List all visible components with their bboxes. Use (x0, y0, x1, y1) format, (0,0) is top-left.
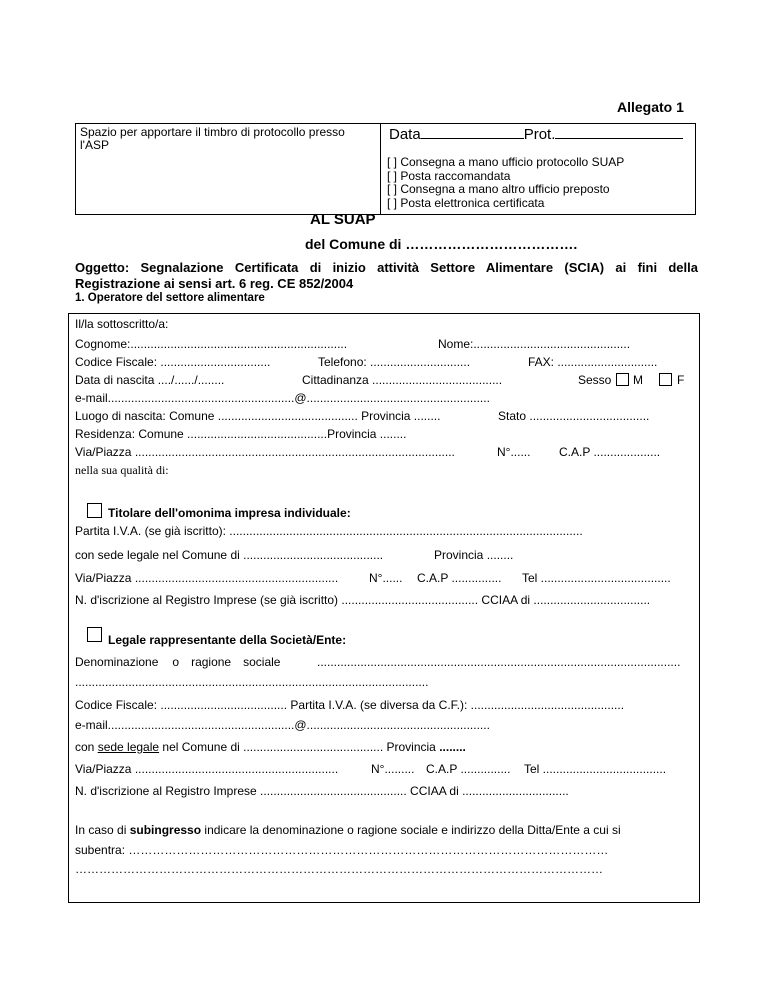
delivery-option[interactable]: [ ] Consegna a mano ufficio protocollo SUAP (387, 155, 625, 169)
sede-provincia: ........ (439, 740, 466, 754)
stato-field[interactable]: Stato .................................... (498, 409, 650, 423)
numero-field[interactable]: N°...... (497, 445, 531, 459)
fax-field[interactable]: FAX: .............................. (528, 355, 658, 369)
titolare-tel-field[interactable]: Tel ....................................... (522, 571, 671, 585)
luogo-nascita-field[interactable]: Luogo di nascita: Comune .......................................... Provincia ........ (75, 409, 441, 423)
denominazione-label (75, 655, 280, 669)
legale-heading: Legale rappresentante della Società/Ente: (108, 633, 347, 647)
denominazione-word: Denominazione (75, 655, 159, 669)
denominazione-field-line2[interactable]: .......................................................................................................... (75, 675, 429, 689)
allegato-label: Allegato 1 (617, 99, 684, 115)
qualita-label: nella sua qualità di: (75, 463, 169, 477)
legale-cap-field[interactable]: C.A.P ............... (426, 762, 511, 776)
sesso-f-checkbox[interactable] (659, 373, 672, 386)
recipient-comune: del Comune di ………………………………. (305, 236, 578, 252)
delivery-option[interactable]: [ ] Posta elettronica certificata (387, 195, 545, 210)
partita-iva-field[interactable]: Partita I.V.A. (se già iscritto): .......................................................................................................... (75, 524, 583, 538)
titolare-heading: Titolare dell'omonima impresa individuale: (108, 506, 351, 520)
delivery-option[interactable]: [ ] Consegna a mano altro ufficio preposto (387, 182, 610, 196)
data-nascita-field[interactable]: Data di nascita ..../....../........ (75, 373, 225, 387)
residenza-field[interactable]: Residenza: Comune ..........................................Provincia ........ (75, 427, 407, 441)
data-label: Data (389, 126, 421, 143)
section-1-heading: 1. Operatore del settore alimentare (75, 292, 265, 304)
provincia-field[interactable]: Provincia ........ (434, 548, 514, 562)
cap-field[interactable]: C.A.P .................... (559, 445, 661, 459)
sede-legale-underlined: sede legale (97, 740, 160, 754)
stamp-space-label: Spazio per apportare il timbro di protocollo presso l'ASP (80, 125, 345, 152)
oggetto-line1: Oggetto: Segnalazione Certificata di inizio attività Settore Alimentare (SCIA) ai fini della (75, 260, 698, 275)
legale-numero-field[interactable]: N°......... (371, 762, 415, 776)
subingresso-bold: subingresso (129, 823, 202, 837)
denominazione-word: o (172, 655, 180, 669)
legale-tel-field[interactable]: Tel ..................................... (524, 762, 667, 776)
sesso-f-label: F (677, 373, 685, 387)
legale-email-field[interactable]: e-mail........................................................@....................................................... (75, 718, 490, 732)
email-field[interactable]: e-mail........................................................@....................................................... (75, 391, 490, 405)
denominazione-word: ragione (191, 655, 232, 669)
subingresso-text: In caso di (75, 823, 130, 837)
titolare-via-field[interactable]: Via/Piazza ............................................................. (75, 571, 339, 585)
subingresso-text: indicare la denominazione o ragione sociale e indirizzo della Ditta/Ente a cui si (201, 823, 621, 837)
registro-imprese-field[interactable]: N. d'iscrizione al Registro Imprese (se già iscritto) ......................................... CCIAA di ................................... (75, 593, 651, 607)
titolare-numero-field[interactable]: N°...... (369, 571, 403, 585)
sottoscritto-label: Il/la sottoscritto/a: (75, 317, 169, 331)
legale-via-field[interactable]: Via/Piazza ............................................................. (75, 762, 339, 776)
sesso-m-label: M (633, 373, 643, 387)
sesso-m-checkbox[interactable] (616, 373, 629, 386)
subingresso-field[interactable]: subentra: ………………………………………………………………………………………………………… (75, 843, 609, 857)
denominazione-word: sociale (243, 655, 281, 669)
sesso-label: Sesso (578, 373, 612, 387)
legale-codice-fiscale-field[interactable]: Codice Fiscale: ...................................... Partita I.V.A. (se diversa da C.F.): .............................................. (75, 698, 625, 712)
nome-field[interactable]: Nome:............................................... (438, 337, 631, 351)
titolare-checkbox[interactable] (87, 503, 102, 518)
sede-text: nel Comune di .......................................... Provincia (159, 740, 440, 754)
recipient-suap: AL SUAP (310, 211, 376, 228)
sede-text: con (75, 740, 98, 754)
data-field[interactable] (389, 125, 683, 143)
subingresso-field-line2[interactable]: …………………………………………………………………………………………………………………… (75, 862, 603, 876)
cittadinanza-field[interactable]: Cittadinanza ....................................... (302, 373, 503, 387)
legale-sede-field[interactable] (75, 740, 466, 754)
denominazione-field[interactable]: ............................................................................................................. (317, 655, 681, 669)
via-field[interactable]: Via/Piazza ................................................................................................ (75, 445, 455, 459)
subingresso-instruction (75, 823, 621, 837)
codice-fiscale-field[interactable]: Codice Fiscale: ................................. (75, 355, 271, 369)
legale-registro-field[interactable]: N. d'iscrizione al Registro Imprese ............................................ CCIAA di ................................ (75, 784, 569, 798)
delivery-options (387, 156, 624, 210)
legale-checkbox[interactable] (87, 627, 102, 642)
telefono-field[interactable]: Telefono: .............................. (318, 355, 471, 369)
delivery-option[interactable]: [ ] Posta raccomandata (387, 168, 511, 183)
prot-label: Prot. (523, 126, 556, 143)
oggetto-line2: Registrazione ai sensi art. 6 reg. CE 852/2004 (75, 276, 354, 291)
cognome-field[interactable]: Cognome:................................................................. (75, 337, 348, 351)
titolare-cap-field[interactable]: C.A.P ............... (417, 571, 502, 585)
sede-legale-field[interactable]: con sede legale nel Comune di .......................................... (75, 548, 384, 562)
